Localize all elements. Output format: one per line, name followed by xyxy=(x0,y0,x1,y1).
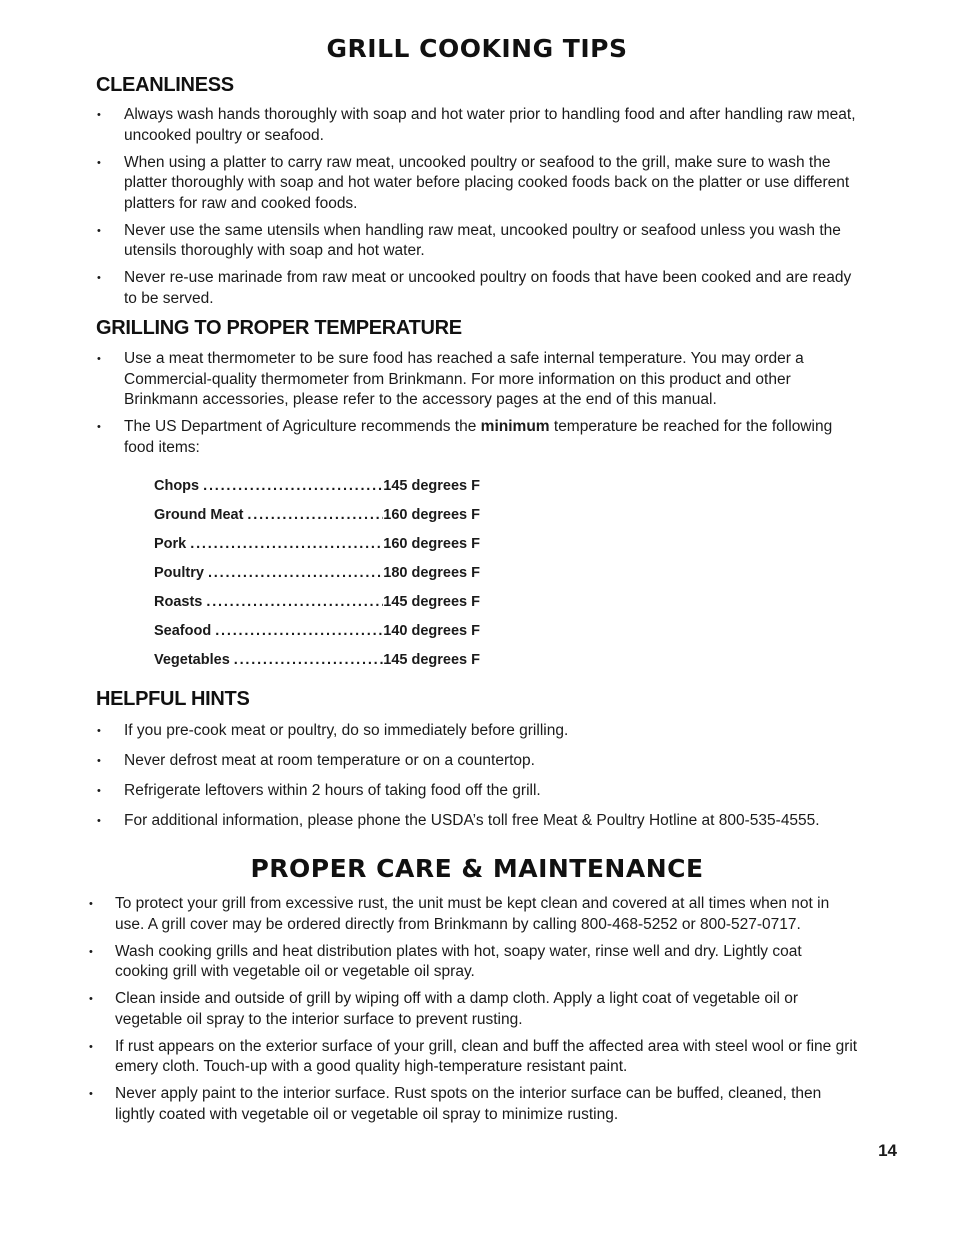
list-item: • To protect your grill from excessive rust, the unit must be kept clean and covered at all times when not in use. A grill cover may be ordered directly from Brinkmann by calling 800-468-5252 or 800-527-0717. xyxy=(88,894,858,935)
food-temp: 160 degrees F xyxy=(383,536,480,552)
list-item xyxy=(96,417,866,458)
dot-leader xyxy=(247,506,383,535)
list-item: • Never use the same utensils when handling raw meat, uncooked poultry or seafood unless you wash the utensils thoroughly with soap and hot water. xyxy=(96,221,866,262)
item-text: The US Department of Agriculture recommends the xyxy=(124,418,481,435)
list-item: • Always wash hands thoroughly with soap and hot water prior to handling food and after handling raw meat, uncooked poultry or seafood. xyxy=(96,105,866,146)
list-item: • For additional information, please phone the USDA’s toll free Meat & Poultry Hotline at 800-535-4555. xyxy=(96,811,866,832)
cleanliness-list xyxy=(96,105,866,316)
dot-leader xyxy=(190,535,383,564)
list-item: • Never defrost meat at room temperature or on a countertop. xyxy=(96,751,866,772)
maintenance-list xyxy=(88,894,858,1132)
dot-leader xyxy=(215,622,383,651)
food-temp: 145 degrees F xyxy=(383,652,480,668)
list-item: • Use a meat thermometer to be sure food has reached a safe internal temperature. You may order a Commercial-quality thermometer from Brinkmann. For more information on this product and other Brinkmann accessories, please refer to the accessory pages at the end of this manual. xyxy=(96,349,866,411)
maintenance-title: PROPER CARE & MAINTENANCE xyxy=(250,854,704,883)
dot-leader xyxy=(234,651,384,680)
hints-list xyxy=(96,721,866,841)
food-temp: 160 degrees F xyxy=(383,507,480,523)
dot-leader xyxy=(203,477,383,506)
list-item: • If rust appears on the exterior surface of your grill, clean and buff the affected area with steel wool or fine grit emery cloth. Touch-up with a good quality high-temperature resistant paint. xyxy=(88,1037,858,1078)
table-row xyxy=(154,477,480,506)
temperature-heading: GRILLING TO PROPER TEMPERATURE xyxy=(96,317,462,339)
page-title: GRILL COOKING TIPS xyxy=(326,34,628,63)
list-item: • Clean inside and outside of grill by wiping off with a damp cloth. Apply a light coat of vegetable oil or vegetable oil spray to the interior surface to prevent rusting. xyxy=(88,989,858,1030)
food-temp: 145 degrees F xyxy=(383,478,480,494)
food-temp: 180 degrees F xyxy=(383,565,480,581)
food-name: Poultry xyxy=(154,565,204,581)
list-item: • Never apply paint to the interior surface. Rust spots on the interior surface can be buffed, cleaned, then lightly coated with vegetable oil or vegetable oil spray to minimize rusting. xyxy=(88,1084,858,1125)
table-row xyxy=(154,593,480,622)
list-item: • Refrigerate leftovers within 2 hours of taking food off the grill. xyxy=(96,781,866,802)
food-name: Seafood xyxy=(154,623,212,639)
food-name: Roasts xyxy=(154,594,203,610)
table-row xyxy=(154,535,480,564)
temperature-list xyxy=(96,349,866,465)
food-temp: 140 degrees F xyxy=(383,623,480,639)
cleanliness-heading: CLEANLINESS xyxy=(96,74,234,96)
food-name: Ground Meat xyxy=(154,507,244,523)
item-text: temperature be reached for the following food items: xyxy=(124,418,833,456)
dot-leader xyxy=(206,593,383,622)
table-row xyxy=(154,506,480,535)
page-number: 14 xyxy=(878,1141,897,1160)
food-name: Vegetables xyxy=(154,652,230,668)
dot-leader xyxy=(208,564,383,593)
emphasis-text: minimum xyxy=(480,418,550,435)
temperature-table xyxy=(154,477,480,680)
food-name: Pork xyxy=(154,536,187,552)
list-item: • If you pre-cook meat or poultry, do so immediately before grilling. xyxy=(96,721,866,742)
food-name: Chops xyxy=(154,478,200,494)
list-item: • Wash cooking grills and heat distribution plates with hot, soapy water, rinse well and dry. Lightly coat cooking grill with vegetable oil or vegetable oil spray. xyxy=(88,942,858,983)
hints-heading: HELPFUL HINTS xyxy=(96,688,250,710)
table-row xyxy=(154,564,480,593)
table-row xyxy=(154,651,480,680)
list-item: • Never re-use marinade from raw meat or uncooked poultry on foods that have been cooked and are ready to be served. xyxy=(96,268,866,309)
table-row xyxy=(154,622,480,651)
food-temp: 145 degrees F xyxy=(383,594,480,610)
list-item: • When using a platter to carry raw meat, uncooked poultry or seafood to the grill, make sure to wash the platter thoroughly with soap and hot water before placing cooked foods back on the platter or use different platters for raw and cooked foods. xyxy=(96,153,866,215)
